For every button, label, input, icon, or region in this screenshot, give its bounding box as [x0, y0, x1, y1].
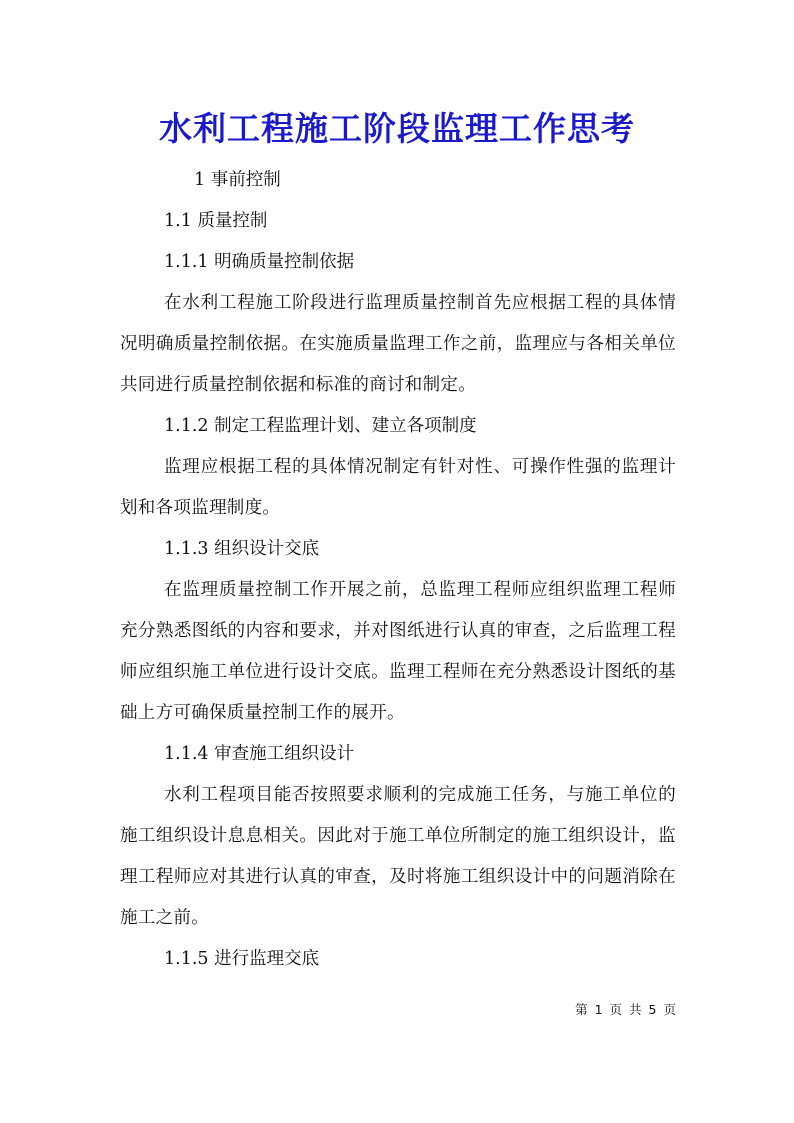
item-heading: 1.1.1 明确质量控制依据 [164, 252, 355, 272]
item-heading: 1.1.5 进行监理交底 [164, 949, 320, 969]
item-heading: 1.1.4 审查施工组织设计 [164, 744, 355, 764]
document-title: 水利工程施工阶段监理工作思考 [159, 109, 635, 148]
footer-page-word: 页 [609, 1002, 623, 1017]
section-heading: 1 事前控制 [194, 170, 281, 190]
paragraph: 在监理质量控制工作开展之前，总监理工程师应组织监理工程师充分熟悉图纸的内容和要求，并对图纸进行认真的审查，之后监理工程师应组织施工单位进行设计交底。监理工程师在充分熟悉设计图纸的基础上方可确保质量控制工作的展开。 [120, 580, 676, 723]
paragraph: 水利工程项目能否按照要求顺利的完成施工任务，与施工单位的施工组织设计息息相关。因此对于施工单位所制定的施工组织设计，监理工程师应对其进行认真的审查，及时将施工组织设计中的问题消除在施工之前。 [120, 785, 676, 928]
footer-total-prefix: 共 [629, 1002, 642, 1017]
document-body [120, 160, 676, 980]
footer-current-page: 1 [594, 1002, 603, 1017]
page-footer [560, 1000, 676, 1020]
paragraph: 在水利工程施工阶段进行监理质量控制首先应根据工程的具体情况明确质量控制依据。在实施质量监理工作之前，监理应与各相关单位共同进行质量控制依据和标准的商讨和制定。 [120, 293, 676, 395]
item-heading: 1.1.3 组织设计交底 [164, 539, 320, 559]
paragraph: 监理应根据工程的具体情况制定有针对性、可操作性强的监理计划和各项监理制度。 [120, 457, 676, 518]
footer-prefix: 第 [575, 1002, 588, 1017]
subsection-heading: 1.1 质量控制 [164, 211, 268, 231]
footer-total-pages: 5 [648, 1002, 657, 1017]
item-heading: 1.1.2 制定工程监理计划、建立各项制度 [164, 416, 477, 436]
footer-total-suffix: 页 [663, 1002, 676, 1017]
